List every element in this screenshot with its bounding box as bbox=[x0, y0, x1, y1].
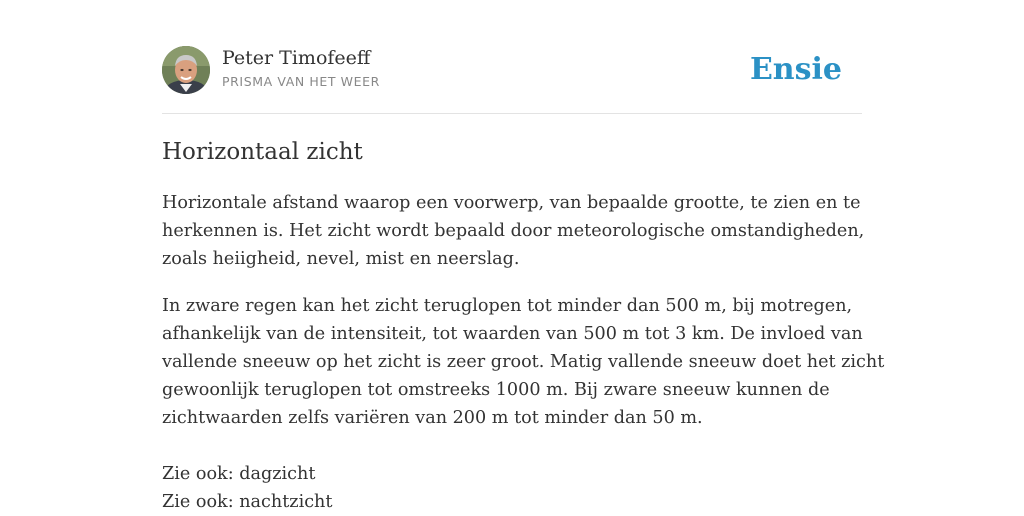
brand-logo[interactable]: Ensie bbox=[749, 52, 842, 87]
article-header bbox=[162, 46, 862, 96]
text-line: gewoonlijk teruglopen tot omstreeks 1000 m. Bij zware sneeuw kunnen de bbox=[162, 380, 830, 400]
text-line: Horizontale afstand waarop een voorwerp, van bepaalde grootte, te zien en te bbox=[162, 193, 861, 213]
author-source[interactable]: PRISMA VAN HET WEER bbox=[222, 74, 380, 89]
text-line: zichtwaarden zelfs variëren van 200 m tot minder dan 50 m. bbox=[162, 408, 703, 428]
article-card bbox=[162, 0, 885, 512]
see-also-nachtzicht[interactable]: Zie ook: nachtzicht bbox=[162, 492, 333, 512]
header-divider bbox=[162, 113, 862, 114]
author-avatar[interactable] bbox=[162, 46, 210, 94]
see-also-list bbox=[162, 460, 862, 516]
article-body bbox=[162, 189, 885, 516]
article-title: Horizontaal zicht bbox=[162, 139, 363, 165]
see-also-dagzicht[interactable]: Zie ook: dagzicht bbox=[162, 464, 316, 484]
text-line: afhankelijk van de intensiteit, tot waarden van 500 m tot 3 km. De invloed van bbox=[162, 324, 863, 344]
text-line: In zware regen kan het zicht teruglopen tot minder dan 500 m, bij motregen, bbox=[162, 296, 853, 316]
text-line: vallende sneeuw op het zicht is zeer groot. Matig vallende sneeuw doet het zicht bbox=[162, 352, 885, 372]
definition-paragraph bbox=[162, 189, 865, 273]
detail-paragraph bbox=[162, 292, 885, 432]
text-line: zoals heiigheid, nevel, mist en neerslag. bbox=[162, 249, 520, 269]
author-portrait-icon bbox=[162, 46, 210, 94]
author-name[interactable]: Peter Timofeeff bbox=[222, 47, 371, 69]
text-line: herkennen is. Het zicht wordt bepaald door meteorologische omstandigheden, bbox=[162, 221, 865, 241]
